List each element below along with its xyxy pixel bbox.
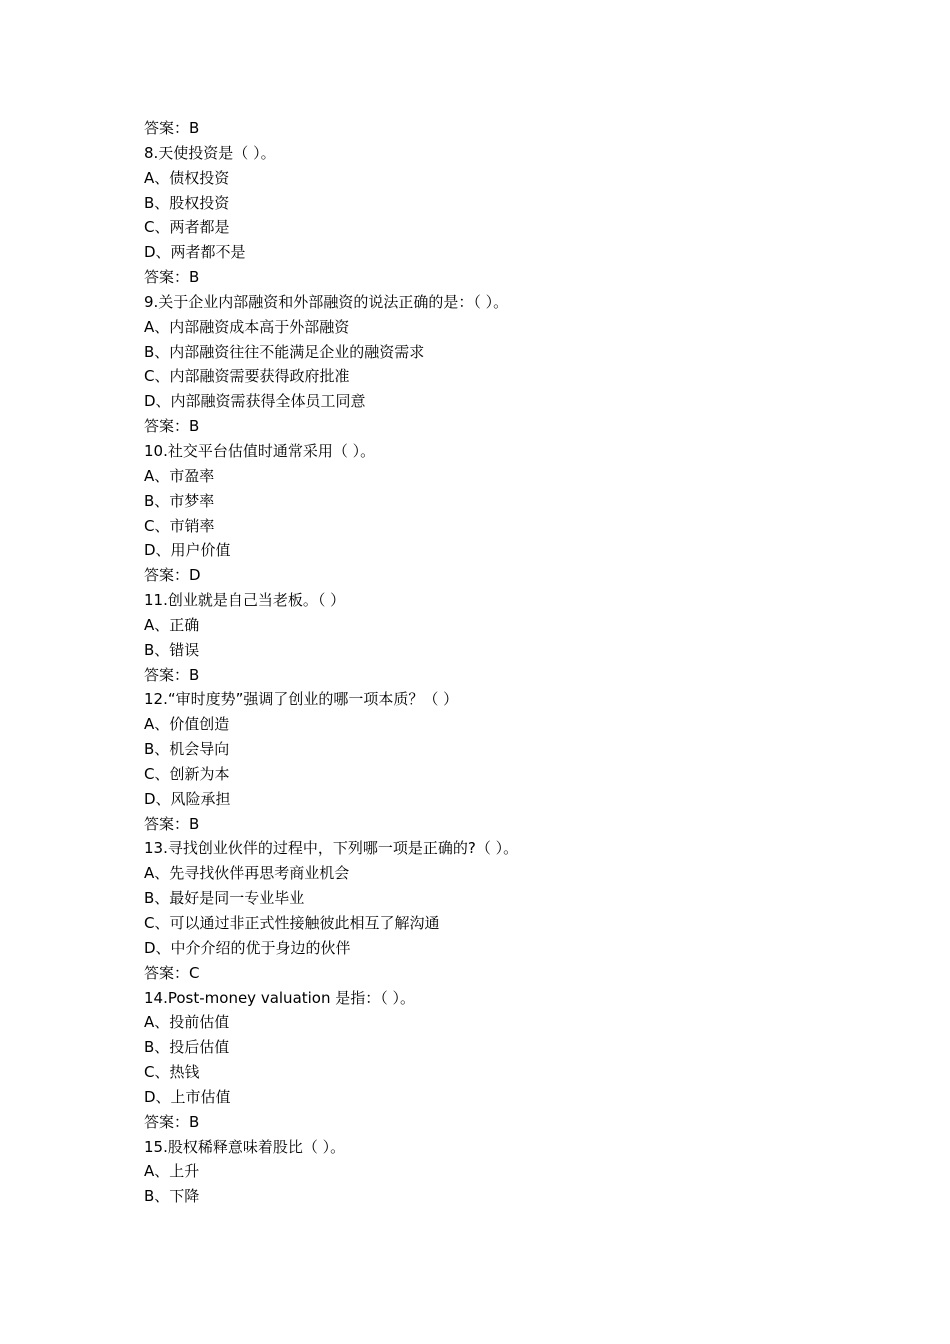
option-line: D、两者都不是 — [144, 243, 246, 262]
answer-line: 答案：B — [144, 417, 200, 436]
answer-line: 答案：C — [144, 963, 200, 982]
answer-line: 答案：D — [144, 566, 201, 585]
option-line: A、正确 — [144, 615, 200, 634]
answer-line: 答案：B — [144, 814, 200, 833]
option-line: D、上市估值 — [144, 1087, 231, 1106]
option-line: B、股权投资 — [144, 193, 230, 212]
option-line: A、上升 — [144, 1162, 200, 1181]
question-11: 11.创业就是自己当老板。（ ） — [144, 591, 346, 610]
question-9: 9.关于企业内部融资和外部融资的说法正确的是：（ ）。 — [144, 292, 509, 311]
option-line: C、两者都是 — [144, 218, 230, 237]
option-line: A、投前估值 — [144, 1013, 230, 1032]
option-line: C、创新为本 — [144, 764, 230, 783]
answer-line: 答案：B — [144, 268, 200, 287]
option-line: B、最好是同一专业毕业 — [144, 889, 305, 908]
answer-line: 答案：B — [144, 1112, 200, 1131]
option-line: D、内部融资需获得全体员工同意 — [144, 392, 366, 411]
question-15: 15.股权稀释意味着股比（ ）。 — [144, 1137, 346, 1156]
question-13: 13.寻找创业伙伴的过程中，下列哪一项是正确的?（ ）。 — [144, 839, 519, 858]
question-14: 14.Post-money valuation 是指：（ ）。 — [144, 988, 416, 1007]
option-line: D、风险承担 — [144, 789, 231, 808]
option-line: B、机会导向 — [144, 740, 230, 759]
option-line: B、下降 — [144, 1187, 200, 1206]
option-line: A、内部融资成本高于外部融资 — [144, 317, 350, 336]
option-line: B、内部融资往往不能满足企业的融资需求 — [144, 342, 425, 361]
option-line: D、用户价值 — [144, 541, 231, 560]
option-line: D、中介介绍的优于身边的伙伴 — [144, 938, 351, 957]
option-line: A、债权投资 — [144, 168, 230, 187]
answer-line: 答案：B — [144, 119, 200, 137]
option-line: B、投后估值 — [144, 1038, 230, 1057]
option-line: B、市梦率 — [144, 491, 215, 510]
option-line: A、价值创造 — [144, 715, 230, 734]
option-line: A、先寻找伙伴再思考商业机会 — [144, 864, 350, 883]
document-body — [144, 116, 844, 1209]
question-8: 8.天使投资是（ ）。 — [144, 143, 276, 162]
answer-line: 答案：B — [144, 665, 200, 684]
option-line: C、可以通过非正式性接触彼此相互了解沟通 — [144, 914, 440, 932]
question-12: 12.“审时度势”强调了创业的哪一项本质？（ ） — [144, 690, 459, 709]
option-line: C、热钱 — [144, 1063, 200, 1082]
option-line: C、市销率 — [144, 516, 215, 535]
option-line: C、内部融资需要获得政府批准 — [144, 367, 350, 386]
question-10: 10.社交平台估值时通常采用（ ）。 — [144, 441, 376, 460]
option-line: A、市盈率 — [144, 466, 215, 485]
option-line: B、错误 — [144, 640, 200, 659]
